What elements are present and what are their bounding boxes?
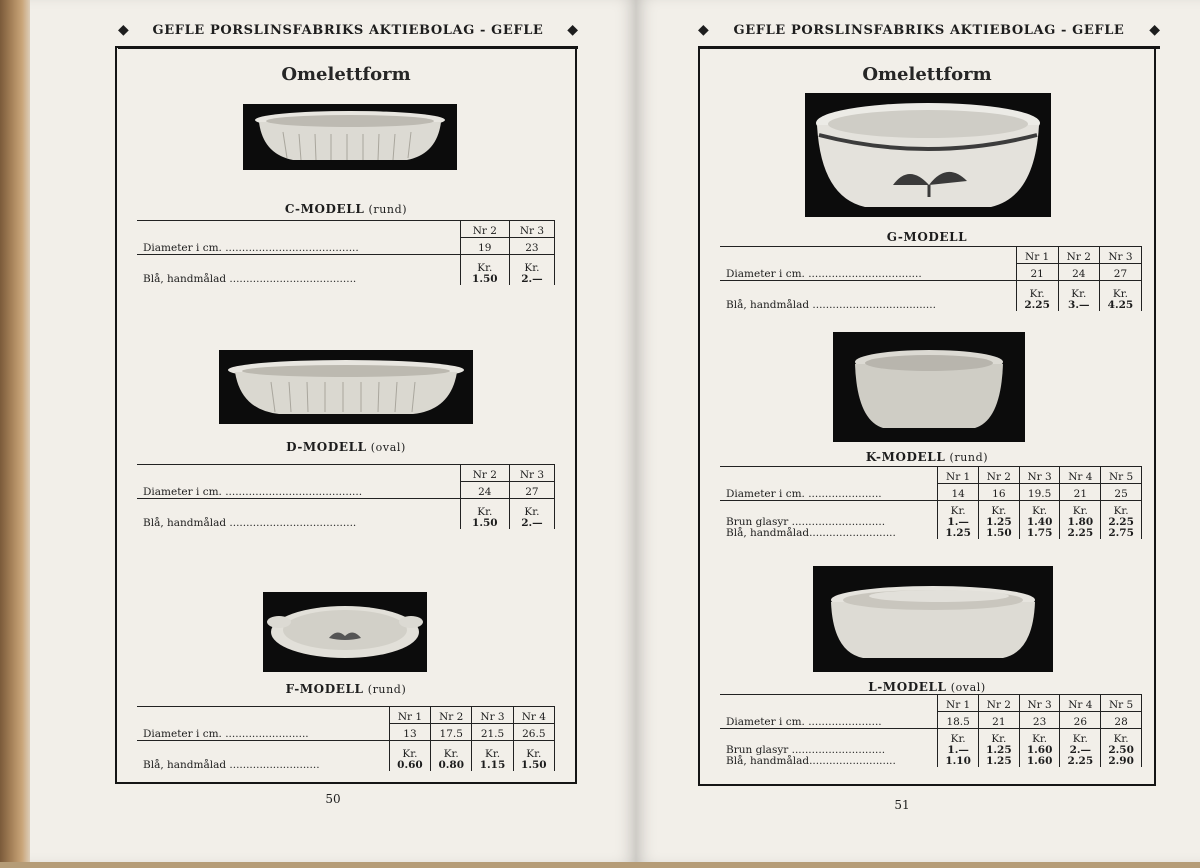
diameter-value: 21 — [1016, 264, 1058, 281]
model-name: F-MODELL — [285, 682, 364, 696]
oval-bowl-set-illustration — [813, 566, 1053, 672]
col-header: Nr 2 — [431, 707, 472, 724]
col-header: Nr 3 — [509, 221, 554, 238]
col-header: Nr 2 — [460, 221, 509, 238]
k-model-caption — [700, 450, 1154, 464]
price-cell: Kr. 1.40 1.75 — [1019, 501, 1060, 540]
col-header: Nr 3 — [1019, 695, 1060, 712]
c-model-photo — [243, 104, 457, 170]
g-model-caption — [700, 230, 1154, 244]
price-cell: Kr. 2.— 2.25 — [1060, 729, 1101, 768]
f-model-caption — [117, 682, 575, 696]
price-cell: Kr. 0.80 — [431, 741, 472, 772]
col-header: Nr 2 — [979, 695, 1020, 712]
d-model-price-table — [137, 464, 555, 529]
round-bowl-illustration — [833, 332, 1025, 442]
col-header: Nr 3 — [1019, 467, 1060, 484]
diameter-label: Diameter i cm. ......................... — [137, 724, 389, 741]
price-cell: Kr. 0.60 — [389, 741, 430, 772]
price-cell: Kr. 1.60 1.60 — [1019, 729, 1060, 768]
price-cell: Kr. 1.50 — [460, 255, 509, 286]
diameter-value: 27 — [509, 482, 554, 499]
model-name: G-MODELL — [886, 230, 968, 244]
model-name: L-MODELL — [868, 680, 947, 694]
diameter-value: 24 — [1058, 264, 1099, 281]
diameter-value: 21 — [979, 712, 1020, 729]
diameter-value: 27 — [1099, 264, 1141, 281]
diamond-icon: ◆ — [118, 22, 129, 38]
book-edge — [0, 862, 1200, 868]
g-model-price-table — [720, 246, 1142, 311]
col-header: Nr 3 — [509, 465, 554, 482]
header-title: GEFLE PORSLINSFABRIKS AKTIEBOLAG - GEFLE — [733, 22, 1125, 38]
diameter-label: Diameter i cm. ...................... — [720, 484, 938, 501]
model-variant: (oval) — [370, 441, 406, 454]
diameter-value: 23 — [1019, 712, 1060, 729]
diamond-icon: ◆ — [567, 22, 578, 38]
price-cell: Kr. 1.50 — [513, 741, 554, 772]
page-number: 51 — [894, 798, 910, 812]
col-header: Nr 2 — [979, 467, 1020, 484]
round-dish-illustration — [243, 104, 457, 170]
l-model-photo — [813, 566, 1053, 672]
diameter-value: 13 — [389, 724, 430, 741]
c-model-caption — [117, 202, 575, 216]
price-cell: Kr. 1.80 2.25 — [1060, 501, 1101, 540]
price-cell: Kr. 1.15 — [472, 741, 513, 772]
col-header: Nr 5 — [1101, 467, 1142, 484]
col-header: Nr 4 — [1060, 467, 1101, 484]
price-cell: Kr. 1.— 1.25 — [938, 501, 979, 540]
col-header: Nr 3 — [1099, 247, 1141, 264]
diameter-value: 24 — [460, 482, 509, 499]
k-model-price-table — [720, 466, 1142, 539]
row-label: Blå, handmålad ...................................... — [143, 273, 357, 285]
price-cell: Kr. 2.25 — [1016, 281, 1058, 312]
page-number: 50 — [325, 792, 341, 806]
price-cell: Kr. 1.— 1.10 — [938, 729, 979, 768]
diameter-value: 16 — [979, 484, 1020, 501]
diameter-value: 18.5 — [938, 712, 979, 729]
diameter-value: 28 — [1101, 712, 1142, 729]
diameter-label: Diameter i cm. ........................................ — [137, 238, 460, 255]
handled-dish-illustration — [263, 592, 427, 672]
price-cell: Kr. 1.50 — [460, 499, 509, 530]
diameter-value: 26 — [1060, 712, 1101, 729]
col-header: Nr 5 — [1101, 695, 1142, 712]
col-header: Nr 1 — [938, 467, 979, 484]
col-header: Nr 1 — [389, 707, 430, 724]
left-header — [118, 14, 578, 49]
price-cell: Kr. 2.50 2.90 — [1101, 729, 1142, 768]
right-page — [636, 0, 1200, 862]
col-header: Nr 4 — [513, 707, 554, 724]
diamond-icon: ◆ — [698, 22, 709, 38]
f-model-price-table — [137, 706, 555, 771]
col-header: Nr 1 — [938, 695, 979, 712]
model-name: K-MODELL — [865, 450, 946, 464]
model-variant: (rund) — [949, 451, 989, 464]
model-name: D-MODELL — [286, 440, 367, 454]
row-label: Blå, handmålad ........................... — [143, 759, 320, 771]
right-frame — [698, 46, 1156, 786]
right-header — [698, 14, 1160, 49]
col-header: Nr 2 — [1058, 247, 1099, 264]
diameter-value: 14 — [938, 484, 979, 501]
header-title: GEFLE PORSLINSFABRIKS AKTIEBOLAG - GEFLE — [152, 22, 544, 38]
row-label: Brun glasyr ............................ Blå, handmålad.......................... — [726, 744, 896, 767]
diameter-label: Diameter i cm. ......................................... — [137, 482, 460, 499]
oval-dish-illustration — [219, 350, 473, 424]
diamond-icon: ◆ — [1149, 22, 1160, 38]
diameter-value: 17.5 — [431, 724, 472, 741]
g-model-photo — [805, 93, 1051, 217]
row-label: Brun glasyr ............................ Blå, handmålad.......................... — [726, 516, 896, 539]
model-name: C-MODELL — [284, 202, 365, 216]
price-cell: Kr. 3.— — [1058, 281, 1099, 312]
price-cell: Kr. 2.— — [509, 499, 554, 530]
diameter-value: 23 — [509, 238, 554, 255]
diameter-value: 21 — [1060, 484, 1101, 501]
l-model-caption — [700, 680, 1154, 694]
d-model-caption — [117, 440, 575, 454]
k-model-photo — [833, 332, 1025, 442]
d-model-photo — [219, 350, 473, 424]
price-cell: Kr. 1.25 1.50 — [979, 501, 1020, 540]
col-header: Nr 2 — [460, 465, 509, 482]
col-header: Nr 4 — [1060, 695, 1101, 712]
price-cell: Kr. 2.— — [509, 255, 554, 286]
price-cell: Kr. 4.25 — [1099, 281, 1141, 312]
bowl-illustration — [805, 93, 1051, 217]
left-frame — [115, 46, 577, 784]
diameter-value: 21.5 — [472, 724, 513, 741]
col-header: Nr 3 — [472, 707, 513, 724]
f-model-photo — [263, 592, 427, 672]
price-cell: Kr. 2.25 2.75 — [1101, 501, 1142, 540]
page-title: Omelettform — [862, 64, 992, 85]
col-header: Nr 1 — [1016, 247, 1058, 264]
diameter-value: 26.5 — [513, 724, 554, 741]
model-variant: (oval) — [950, 681, 986, 694]
diameter-value: 19 — [460, 238, 509, 255]
model-variant: (rund) — [368, 203, 408, 216]
diameter-value: 19.5 — [1019, 484, 1060, 501]
diameter-label: Diameter i cm. .................................. — [720, 264, 1016, 281]
diameter-value: 25 — [1101, 484, 1142, 501]
model-variant: (rund) — [367, 683, 407, 696]
page-title: Omelettform — [281, 64, 411, 85]
row-label: Blå, handmålad ...................................... — [143, 517, 357, 529]
left-page — [30, 0, 636, 862]
price-cell: Kr. 1.25 1.25 — [979, 729, 1020, 768]
c-model-price-table — [137, 220, 555, 285]
l-model-price-table — [720, 694, 1142, 767]
diameter-label: Diameter i cm. ...................... — [720, 712, 938, 729]
row-label: Blå, handmålad ..................................... — [726, 299, 936, 311]
